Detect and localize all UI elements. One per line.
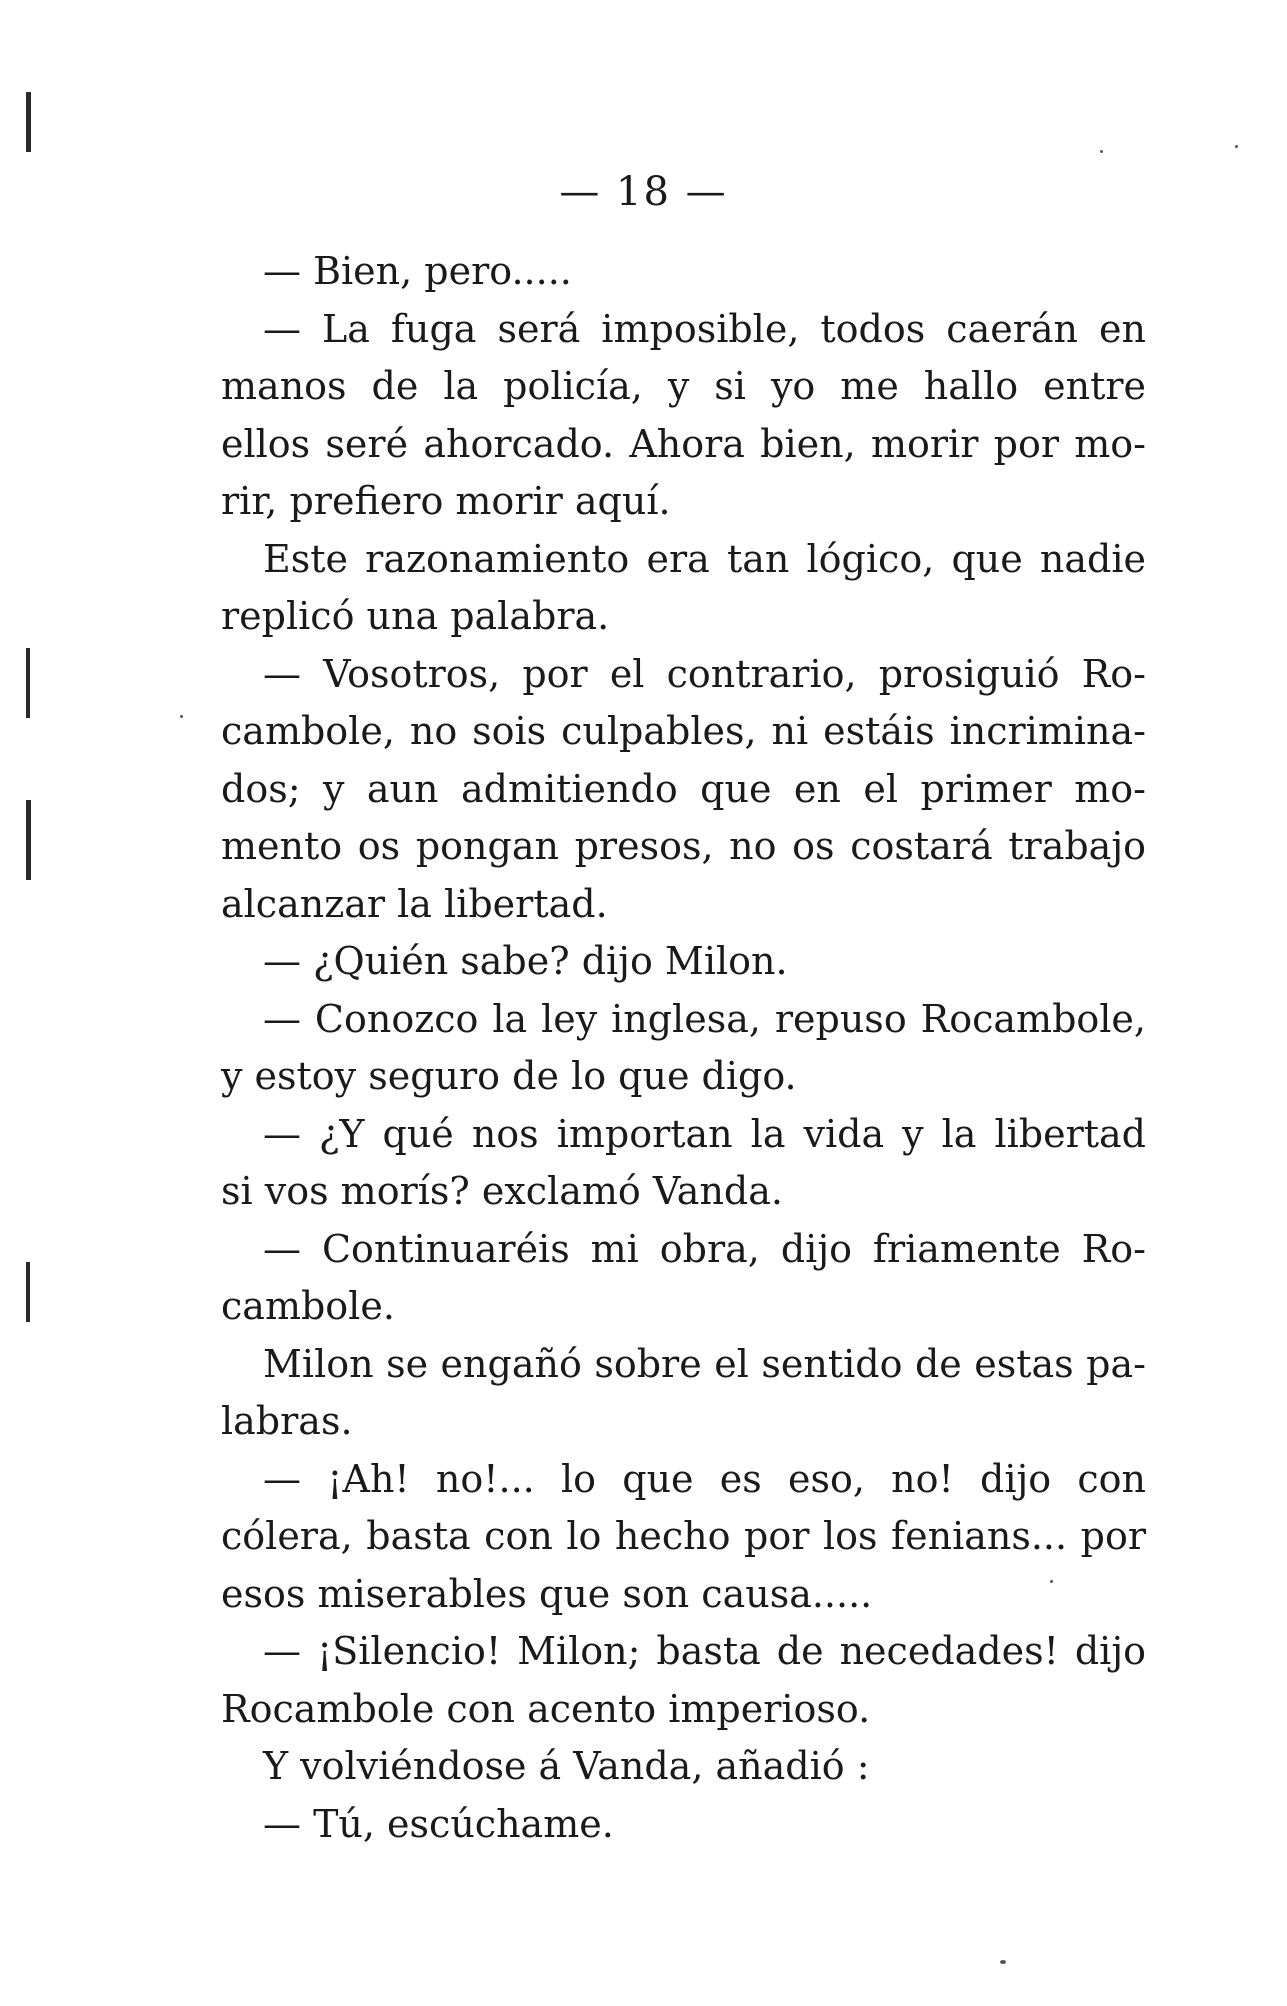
- text-line: esos miserables que son causa.....: [221, 1571, 873, 1616]
- text-line: cambole.: [221, 1284, 395, 1328]
- text-line: — Bien, pero.....: [263, 249, 572, 293]
- text-line: ellos seré ahorcado. Ahora bien, morir por mo-: [221, 421, 1146, 466]
- scan-speck: [1235, 145, 1238, 148]
- text-line: Y volviéndose á Vanda, añadió :: [263, 1744, 870, 1788]
- body-text: [221, 243, 1146, 1853]
- scan-artifact: [26, 648, 30, 718]
- text-line: y estoy seguro de lo que digo.: [221, 1054, 797, 1098]
- text-line: labras.: [221, 1399, 353, 1443]
- text-line: — Vosotros, por el contrario, prosiguió Ro-: [263, 651, 1146, 696]
- text-line: — ¡Ah! no!... lo que es eso, no! dijo con: [263, 1456, 1146, 1501]
- text-line: dos; y aun admitiendo que en el primer mo-: [221, 766, 1146, 811]
- text-line: cambole, no sois culpables, ni estáis incrimina-: [221, 709, 1146, 753]
- text-line: — ¿Y qué nos importan la vida y la libertad: [263, 1111, 1146, 1156]
- text-line: — ¡Silencio! Milon; basta de necedades! dijo: [263, 1629, 1146, 1673]
- text-line: — La fuga será imposible, todos caerán en: [263, 306, 1146, 351]
- scan-speck: [1100, 150, 1103, 153]
- text-line: cólera, basta con lo hecho por los fenians... por: [221, 1514, 1146, 1558]
- text-line: replicó una palabra.: [221, 594, 610, 638]
- text-line: Milon se engañó sobre el sentido de estas pa-: [263, 1341, 1146, 1386]
- scan-artifact: [26, 800, 31, 880]
- text-line: — Conozco la ley inglesa, repuso Rocambole,: [263, 996, 1146, 1041]
- scan-artifact: [26, 1262, 30, 1322]
- text-line: — ¿Quién sabe? dijo Milon.: [263, 939, 788, 983]
- text-line: — Continuaréis mi obra, dijo friamente Ro-: [263, 1226, 1146, 1271]
- text-line: si vos morís? exclamó Vanda.: [221, 1169, 783, 1213]
- scan-artifact: [26, 92, 31, 152]
- scan-speck: [1000, 1960, 1006, 1964]
- scan-speck: [180, 715, 183, 718]
- text-line: mento os pongan presos, no os costará trabajo: [221, 824, 1146, 868]
- text-line: rir, prefiero morir aquí.: [221, 479, 671, 523]
- text-line: manos de la policía, y si yo me hallo entre: [221, 364, 1146, 408]
- page-number: — 18 —: [559, 169, 728, 215]
- text-line: — Tú, escúchame.: [263, 1801, 614, 1846]
- text-line: Este razonamiento era tan lógico, que nadie: [263, 536, 1146, 581]
- text-line: alcanzar la libertad.: [221, 881, 608, 926]
- text-line: Rocambole con acento imperioso.: [221, 1686, 871, 1731]
